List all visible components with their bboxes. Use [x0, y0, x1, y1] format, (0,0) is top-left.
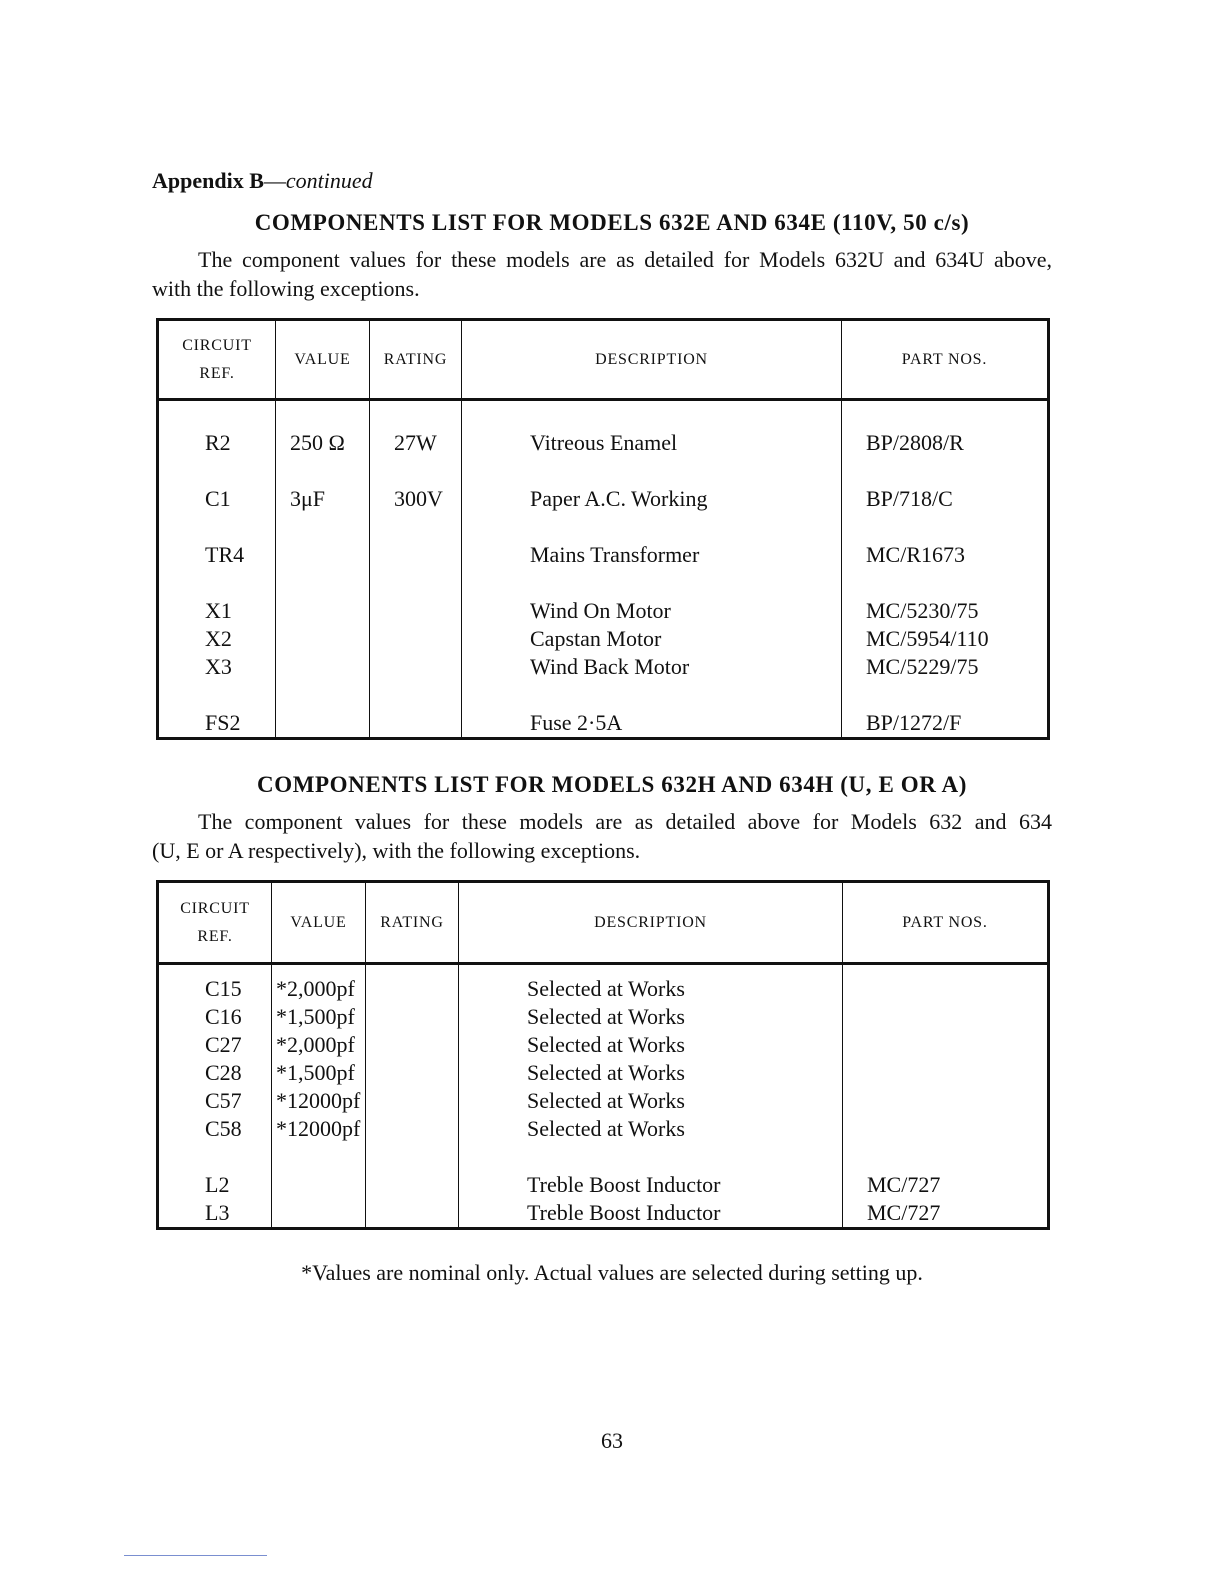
- description: Wind Back Motor: [530, 654, 690, 679]
- section1-intro-line2: with the following exceptions.: [152, 276, 420, 301]
- rating: [390, 975, 458, 1003]
- header-ref: REF.: [197, 927, 233, 945]
- value: [290, 653, 369, 681]
- description: Selected at Works: [527, 1116, 685, 1141]
- table-header-row: [158, 882, 1049, 964]
- row-spacer: [394, 513, 461, 541]
- table-body: [158, 400, 1049, 739]
- components-table-2: [156, 880, 1050, 1230]
- circuit-ref: X3: [205, 654, 232, 679]
- row-spacer: [527, 965, 842, 975]
- value: *1,500pf: [276, 1004, 355, 1029]
- circuit-ref-cell: [158, 964, 272, 1229]
- value: *2,000pf: [276, 1032, 355, 1057]
- header-ref: REF.: [199, 364, 235, 382]
- part-no: MC/5229/75: [866, 654, 979, 679]
- rating: [394, 541, 461, 569]
- rating: [394, 597, 461, 625]
- components-table-1: [156, 318, 1050, 740]
- description: Vitreous Enamel: [530, 430, 678, 455]
- table-row: [158, 400, 1049, 739]
- rating: [390, 1031, 458, 1059]
- value-cell: [272, 964, 366, 1229]
- part-no: MC/727: [867, 1200, 941, 1225]
- part-no: [867, 1031, 1047, 1059]
- description: Wind On Motor: [530, 598, 671, 623]
- row-spacer: [205, 1143, 271, 1171]
- circuit-ref: C27: [205, 1032, 242, 1057]
- row-spacer: [866, 513, 1047, 541]
- part-no: [867, 1059, 1047, 1087]
- part-nos-cell: [843, 964, 1049, 1229]
- rating: [390, 1171, 458, 1199]
- row-spacer: [290, 513, 369, 541]
- row-spacer: [394, 681, 461, 709]
- row-spacer: [205, 457, 275, 485]
- header-rating: RATING: [366, 882, 459, 964]
- rating: [390, 1115, 458, 1143]
- footnote-rule: [124, 1555, 267, 1556]
- row-spacer: [866, 457, 1047, 485]
- description-cell: [459, 964, 843, 1229]
- header-part-nos: PART NOS.: [843, 882, 1049, 964]
- part-no: BP/1272/F: [866, 710, 962, 735]
- circuit-ref: TR4: [205, 542, 245, 567]
- row-spacer: [530, 681, 841, 709]
- rating: [394, 709, 461, 737]
- row-spacer: [394, 457, 461, 485]
- circuit-ref: X2: [205, 626, 232, 651]
- description: Selected at Works: [527, 976, 685, 1001]
- row-spacer: [530, 569, 841, 597]
- table-row: [158, 964, 1049, 1229]
- part-no: BP/2808/R: [866, 430, 964, 455]
- appendix-label: Appendix B: [152, 168, 264, 193]
- description: Selected at Works: [527, 1088, 685, 1113]
- value: *12000pf: [276, 1116, 361, 1141]
- rating: [390, 1199, 458, 1227]
- part-no: MC/727: [867, 1172, 941, 1197]
- header-rating: RATING: [370, 320, 462, 400]
- description: Selected at Works: [527, 1060, 685, 1085]
- section2-intro-line1: The component values for these models are as detailed above for Models 632 and 634: [198, 809, 1052, 834]
- row-spacer: [867, 965, 1047, 975]
- rating: 300V: [394, 486, 443, 511]
- header-description: DESCRIPTION: [459, 882, 843, 964]
- description-cell: [462, 400, 842, 739]
- section1-title: COMPONENTS LIST FOR MODELS 632E AND 634E (110V, 50 c/s): [254, 210, 970, 235]
- row-spacer: [205, 401, 275, 429]
- rating: [394, 653, 461, 681]
- rating: [390, 1059, 458, 1087]
- row-spacer: [290, 569, 369, 597]
- value-cell: [276, 400, 370, 739]
- description: Fuse 2·5A: [530, 710, 623, 735]
- table-header-row: [158, 320, 1049, 400]
- value: 3μF: [290, 486, 326, 511]
- circuit-ref: C58: [205, 1116, 242, 1141]
- section2-intro: [152, 807, 1052, 865]
- section2-title: COMPONENTS LIST FOR MODELS 632H AND 634H (U, E OR A): [257, 772, 967, 797]
- circuit-ref: R2: [205, 430, 231, 455]
- rating: [390, 1003, 458, 1031]
- circuit-ref: C57: [205, 1088, 242, 1113]
- appendix-continued: continued: [285, 168, 373, 193]
- row-spacer: [205, 513, 275, 541]
- part-no: [867, 1115, 1047, 1143]
- value: *12000pf: [276, 1088, 361, 1113]
- header-circuit-ref: [158, 320, 276, 400]
- value: [290, 625, 369, 653]
- description: Paper A.C. Working: [530, 486, 708, 511]
- row-spacer: [205, 569, 275, 597]
- circuit-ref: C28: [205, 1060, 242, 1085]
- appendix-dash: —: [263, 168, 286, 193]
- header-circuit: CIRCUIT: [180, 899, 250, 917]
- section1-intro-line1: The component values for these models are as detailed for Models 632U and 634U above,: [198, 247, 1052, 272]
- row-spacer: [276, 965, 365, 975]
- description: Treble Boost Inductor: [527, 1172, 721, 1197]
- footnote: *Values are nominal only. Actual values are selected during setting up.: [301, 1260, 923, 1285]
- part-no: [867, 975, 1047, 1003]
- description: Selected at Works: [527, 1032, 685, 1057]
- part-no: [867, 1087, 1047, 1115]
- circuit-ref: C15: [205, 976, 242, 1001]
- value: 250 Ω: [290, 430, 345, 455]
- row-spacer: [866, 401, 1047, 429]
- row-spacer: [390, 965, 458, 975]
- row-spacer: [276, 1143, 365, 1171]
- row-spacer: [290, 401, 369, 429]
- header-value: VALUE: [276, 320, 370, 400]
- description: Capstan Motor: [530, 626, 662, 651]
- row-spacer: [290, 681, 369, 709]
- circuit-ref: C16: [205, 1004, 242, 1029]
- value: [276, 1199, 365, 1227]
- value: *2,000pf: [276, 976, 355, 1001]
- row-spacer: [530, 513, 841, 541]
- row-spacer: [390, 1143, 458, 1171]
- row-spacer: [867, 1143, 1047, 1171]
- row-spacer: [205, 965, 271, 975]
- row-spacer: [527, 1143, 842, 1171]
- row-spacer: [290, 457, 369, 485]
- rating-cell: [366, 964, 459, 1229]
- page-number: 63: [601, 1428, 623, 1453]
- circuit-ref: FS2: [205, 710, 241, 735]
- description: Mains Transformer: [530, 542, 700, 567]
- circuit-ref: L3: [205, 1200, 230, 1225]
- rating: 27W: [394, 430, 437, 455]
- rating-cell: [370, 400, 462, 739]
- section1-intro: [152, 245, 1052, 303]
- row-spacer: [866, 569, 1047, 597]
- description: Selected at Works: [527, 1004, 685, 1029]
- circuit-ref-cell: [158, 400, 276, 739]
- table-body: [158, 964, 1049, 1229]
- row-spacer: [530, 401, 841, 429]
- header-circuit-ref: [158, 882, 272, 964]
- value: [290, 597, 369, 625]
- circuit-ref: C1: [205, 486, 231, 511]
- circuit-ref: L2: [205, 1172, 230, 1197]
- value: [276, 1171, 365, 1199]
- header-part-nos: PART NOS.: [842, 320, 1049, 400]
- value: [290, 709, 369, 737]
- rating: [390, 1087, 458, 1115]
- value: *1,500pf: [276, 1060, 355, 1085]
- part-no: [867, 1003, 1047, 1031]
- part-no: MC/5230/75: [866, 598, 979, 623]
- rating: [394, 625, 461, 653]
- part-nos-cell: [842, 400, 1049, 739]
- row-spacer: [394, 569, 461, 597]
- header-circuit: CIRCUIT: [182, 336, 252, 354]
- header-value: VALUE: [272, 882, 366, 964]
- header-description: DESCRIPTION: [462, 320, 842, 400]
- part-no: BP/718/C: [866, 486, 953, 511]
- value: [290, 541, 369, 569]
- row-spacer: [530, 457, 841, 485]
- circuit-ref: X1: [205, 598, 232, 623]
- description: Treble Boost Inductor: [527, 1200, 721, 1225]
- part-no: MC/5954/110: [866, 626, 989, 651]
- appendix-heading: [152, 168, 373, 194]
- section2-intro-line2: (U, E or A respectively), with the following exceptions.: [152, 838, 641, 863]
- row-spacer: [394, 401, 461, 429]
- row-spacer: [205, 681, 275, 709]
- row-spacer: [866, 681, 1047, 709]
- part-no: MC/R1673: [866, 542, 966, 567]
